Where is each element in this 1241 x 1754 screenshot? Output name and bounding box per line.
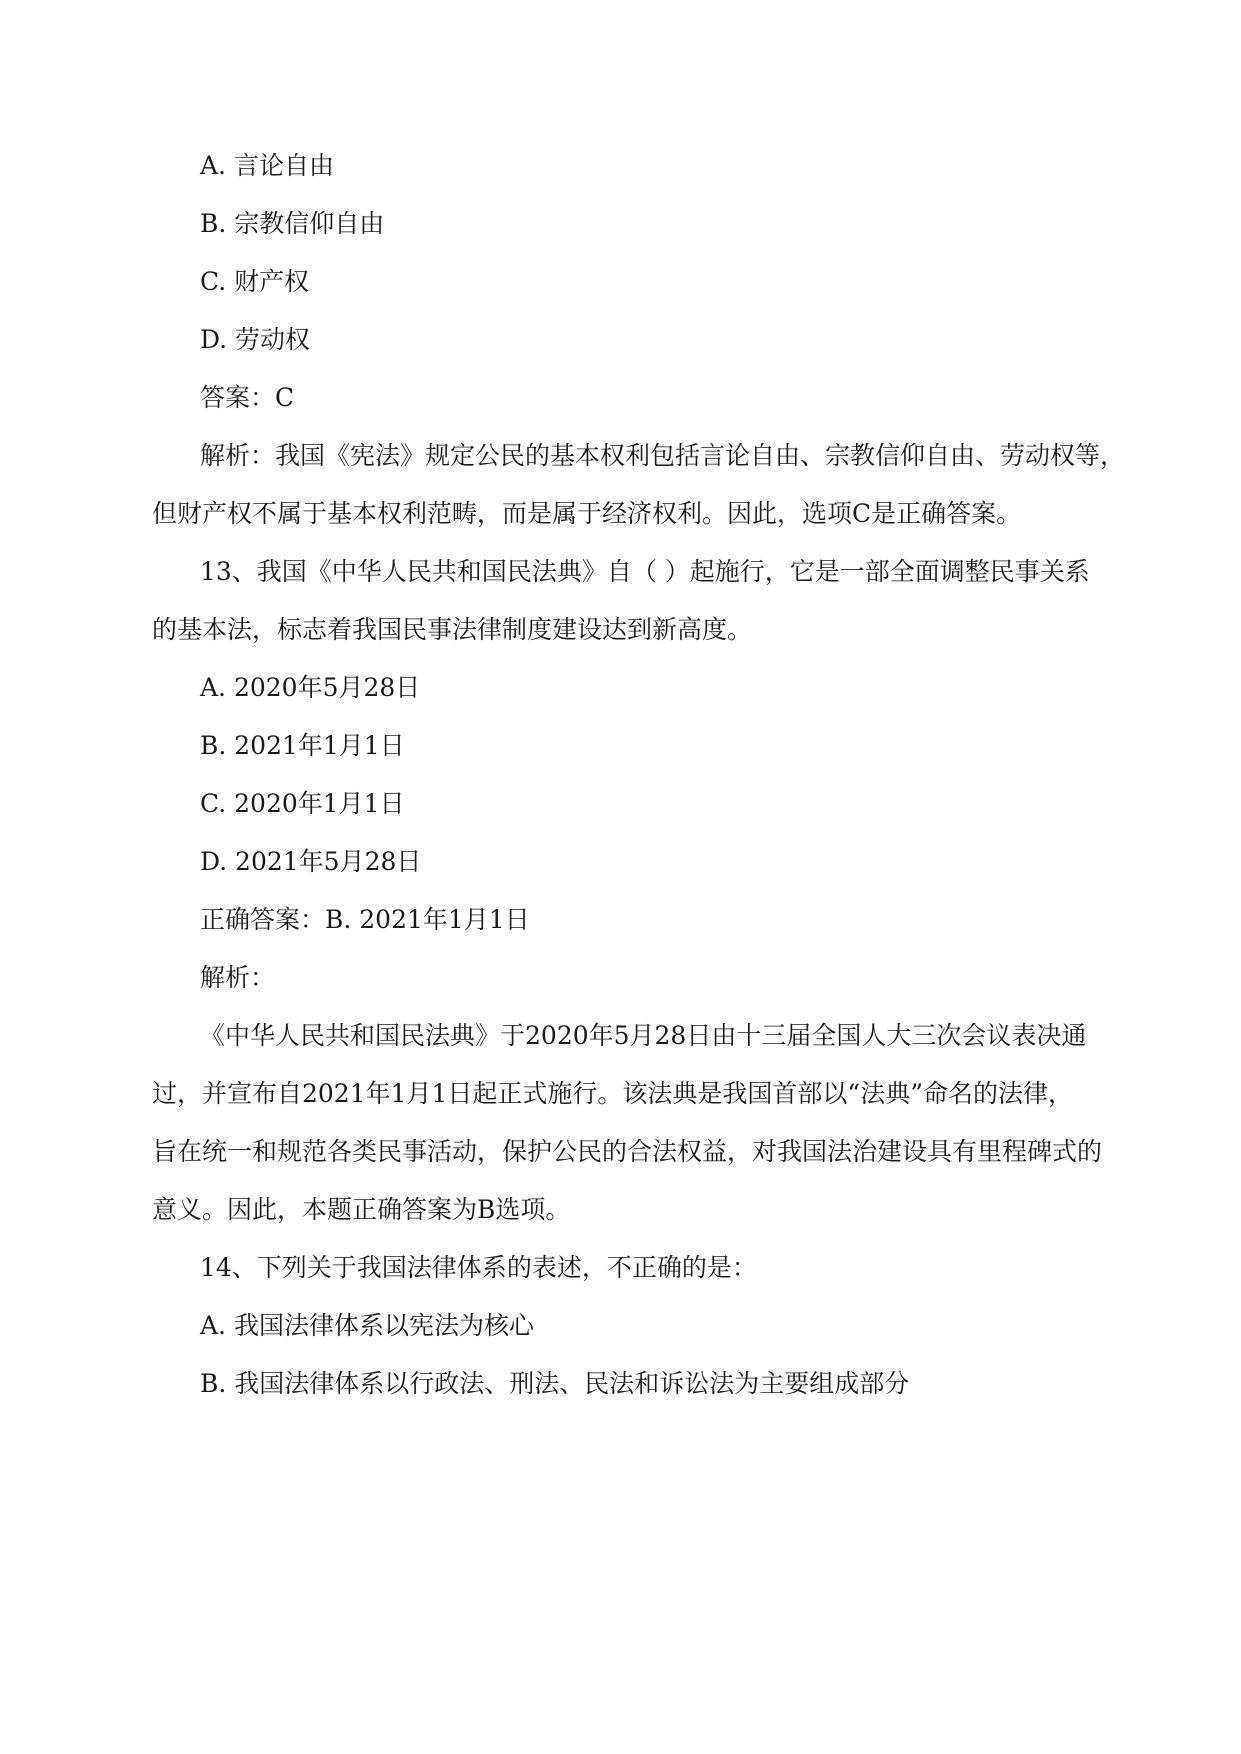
q13-stem-line-1: 13、我国《中华人民共和国民法典》自（ ）起施行，它是一部全面调整民事关系 xyxy=(200,557,1090,586)
q13-analysis-label: 解析： xyxy=(200,963,276,992)
q13-analysis-line-3: 旨在统一和规范各类民事活动，保护公民的合法权益，对我国法治建设具有里程碑式的 xyxy=(152,1137,1103,1166)
q12-option-a: A. 言论自由 xyxy=(200,151,334,180)
q12-option-b: B. 宗教信仰自由 xyxy=(200,209,385,238)
q12-analysis-line-1: 解析：我国《宪法》规定公民的基本权利包括言论自由、宗教信仰自由、劳动权等， xyxy=(200,441,1126,470)
q13-analysis-line-1: 《中华人民共和国民法典》于2020年5月28日由十三届全国人大三次会议表决通 xyxy=(200,1021,1087,1050)
q13-option-c: C. 2020年1月1日 xyxy=(200,789,405,818)
q13-analysis-line-4: 意义。因此，本题正确答案为B选项。 xyxy=(152,1195,571,1224)
q13-option-a: A. 2020年5月28日 xyxy=(200,673,421,702)
q12-option-c: C. 财产权 xyxy=(200,267,310,296)
q14-option-b: B. 我国法律体系以行政法、刑法、民法和诉讼法为主要组成部分 xyxy=(200,1369,910,1398)
q14-option-a: A. 我国法律体系以宪法为核心 xyxy=(200,1311,534,1340)
q13-analysis-line-2: 过，并宣布自2021年1月1日起正式施行。该法典是我国首部以“法典”命名的法律， xyxy=(152,1079,1073,1108)
q12-analysis-line-2: 但财产权不属于基本权利范畴，而是属于经济权利。因此，选项C是正确答案。 xyxy=(152,499,1022,528)
q14-stem: 14、下列关于我国法律体系的表述，不正确的是： xyxy=(200,1253,757,1282)
q13-option-d: D. 2021年5月28日 xyxy=(200,847,422,876)
q13-answer: 正确答案：B. 2021年1月1日 xyxy=(200,905,530,934)
q12-option-d: D. 劳动权 xyxy=(200,325,311,354)
q13-stem-line-2: 的基本法，标志着我国民事法律制度建设达到新高度。 xyxy=(152,615,753,644)
q12-answer: 答案：C xyxy=(200,383,295,412)
q13-option-b: B. 2021年1月1日 xyxy=(200,731,405,760)
